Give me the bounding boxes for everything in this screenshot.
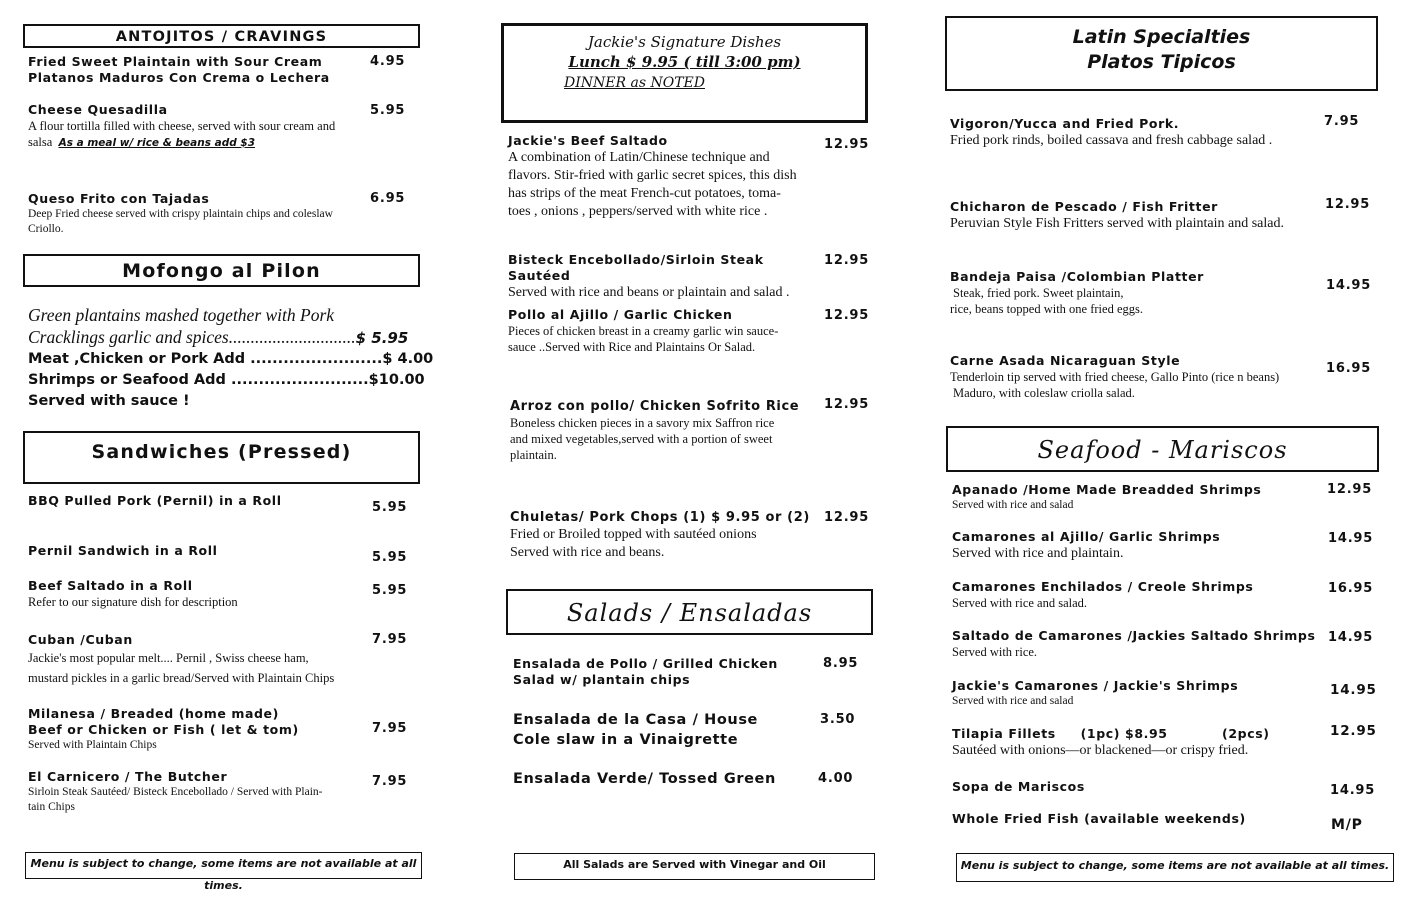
item-price: 12.95 <box>824 510 870 525</box>
mofongo-header-box <box>23 254 420 287</box>
item-price: 16.95 <box>1326 361 1372 376</box>
latin-header-box <box>945 16 1378 91</box>
item-price: 12.95 <box>824 308 870 323</box>
item-price: 3.50 <box>820 712 856 727</box>
sandwiches-title: Sandwiches (Pressed) <box>91 441 352 463</box>
item-price: 7.95 <box>372 721 408 736</box>
latin-subtitle: Platos Tipicos <box>1087 51 1236 73</box>
item-price: 14.95 <box>1330 783 1376 798</box>
item-price: 12.95 <box>1330 723 1377 739</box>
item-price: 8.95 <box>823 656 859 671</box>
menu-item: Bisteck Encebollado/Sirloin Steak Sautéed Served with rice and beans or plaintain and salad . <box>508 252 790 300</box>
item-price: 4.00 <box>818 771 854 786</box>
menu-item: Cheese Quesadilla A flour tortilla filled with cheese, served with sour cream and salsa As a meal w/ rice & beans add $3 <box>28 102 336 149</box>
item-price: 12.95 <box>1325 197 1371 212</box>
mofongo-line: Cracklings garlic and spices............................. <box>28 327 356 347</box>
menu-item: Pollo al Ajillo / Garlic Chicken Pieces of chicken breast in a creamy garlic win sauce- sauce ..Served with Rice and Plaintains Or Salad. <box>508 307 779 354</box>
menu-item: Fried Sweet Plaintain with Sour Cream Platanos Maduros Con Crema o Lechera <box>28 54 330 85</box>
item-price: 6.95 <box>370 191 406 206</box>
mofongo-price: $ 5.95 <box>355 329 409 347</box>
menu-item: Jackie's Beef Saltado A combination of Latin/Chinese technique and flavors. Stir-fried with garlic secret spices, this dish has strips of the meat French-cut potatoes, toma- toes , onions , peppers/served with white rice . <box>508 133 797 219</box>
item-price: 5.95 <box>372 550 408 565</box>
item-price: 16.95 <box>1328 581 1374 596</box>
menu-item: Ensalada de Pollo / Grilled Chicken Salad w/ plantain chips <box>513 656 778 687</box>
menu-item: Camarones al Ajillo/ Garlic Shrimps Served with rice and plaintain. <box>952 529 1221 561</box>
menu-item: Sopa de Mariscos <box>952 779 1085 794</box>
signature-dinner: DINNER as NOTED <box>564 75 705 91</box>
latin-title: Latin Specialties <box>1072 26 1251 48</box>
mofongo-addon: Meat ,Chicken or Pork Add ........................$ 4.00 <box>28 351 434 367</box>
seafood-title: Seafood - Mariscos <box>1037 436 1288 464</box>
menu-item: Whole Fried Fish (available weekends) <box>952 811 1246 826</box>
footer-note: All Salads are Served with Vinegar and Oil <box>563 858 826 871</box>
menu-item: BBQ Pulled Pork (Pernil) in a Roll <box>28 493 282 508</box>
menu-item: Cuban /Cuban Jackie's most popular melt.... Pernil , Swiss cheese ham, mustard pickles in a garlic bread/Served with Plaintain Chips <box>28 632 335 685</box>
mofongo-addon: Shrimps or Seafood Add .........................$10.00 <box>28 372 425 388</box>
signature-lunch: Lunch $ 9.95 ( till 3:00 pm) <box>568 53 801 71</box>
item-price: 12.95 <box>824 137 870 152</box>
menu-item: El Carnicero / The Butcher Sirloin Steak Sautéed/ Bisteck Encebollado / Served with Plain- tain Chips <box>28 769 323 813</box>
menu-item: Apanado /Home Made Breadded Shrimps Served with rice and salad <box>952 482 1262 511</box>
menu-item: Vigoron/Yucca and Fried Pork. Fried pork rinds, boiled cassava and fresh cabbage salad . <box>950 116 1273 148</box>
item-price: 12.95 <box>824 397 870 412</box>
menu-item: Chuletas/ Pork Chops (1) $ 9.95 or (2) Fried or Broiled topped with sautéed onions Served with rice and beans. <box>510 510 810 560</box>
antojitos-title: ANTOJITOS / CRAVINGS <box>115 29 328 45</box>
item-price: 4.95 <box>370 54 406 69</box>
item-price: 7.95 <box>372 632 408 647</box>
item-price: 7.95 <box>372 774 408 789</box>
footer-note: Menu is subject to change, some items are not available at all times. <box>30 857 417 892</box>
menu-item: Ensalada Verde/ Tossed Green <box>513 771 776 787</box>
meal-upgrade-note: As a meal w/ rice & beans add $3 <box>58 137 256 149</box>
item-price: 14.95 <box>1330 682 1377 698</box>
salads-header-box <box>506 589 873 635</box>
menu-item: Jackie's Camarones / Jackie's Shrimps Served with rice and salad <box>952 678 1239 707</box>
salads-title: Salads / Ensaladas <box>566 599 813 627</box>
footer-note-box <box>956 853 1394 882</box>
menu-item: Queso Frito con Tajadas Deep Fried cheese served with crispy plaintain chips and coleslaw Criollo. <box>28 191 333 235</box>
antojitos-header-box <box>23 24 420 48</box>
item-price: 5.95 <box>370 103 406 118</box>
mofongo-line: Green plantains mashed together with Pork <box>28 305 335 325</box>
sandwiches-header-box <box>23 431 420 484</box>
menu-item: Carne Asada Nicaraguan Style Tenderloin tip served with fried cheese, Gallo Pinto (rice n beans) Maduro, with coleslaw criolla salad. <box>950 353 1280 400</box>
menu-item: Saltado de Camarones /Jackies Saltado Shrimps Served with rice. <box>952 628 1316 659</box>
menu-item: Chicharon de Pescado / Fish Fritter Peruvian Style Fish Fritters served with plaintain and salad. <box>950 199 1285 231</box>
menu-item: Pernil Sandwich in a Roll <box>28 543 218 558</box>
item-price: 12.95 <box>1327 482 1373 497</box>
footer-note-box <box>514 853 875 880</box>
footer-note-box <box>25 852 422 892</box>
item-price: 5.95 <box>372 500 408 515</box>
item-price: 14.95 <box>1328 630 1374 645</box>
item-price: 14.95 <box>1328 531 1374 546</box>
menu-item: Bandeja Paisa /Colombian Platter Steak, fried pork. Sweet plaintain, rice, beans topped with one fried eggs. <box>950 269 1204 316</box>
mofongo-section <box>28 304 434 412</box>
signature-header-box <box>501 23 868 123</box>
menu-item: Beef Saltado in a Roll Refer to our signature dish for description <box>28 578 238 609</box>
menu-item: Tilapia Fillets (1pc) $8.95 (2pcs) Sautéed with onions—or blackened—or crispy fried. <box>952 726 1270 758</box>
signature-title: Jackie's Signature Dishes <box>587 33 782 51</box>
item-price: 14.95 <box>1326 278 1372 293</box>
seafood-header-box <box>946 426 1379 472</box>
menu-item: Camarones Enchilados / Creole Shrimps Served with rice and salad. <box>952 579 1254 610</box>
menu-item: Ensalada de la Casa / House Cole slaw in a Vinaigrette <box>513 712 758 748</box>
menu-item: Milanesa / Breaded (home made) Beef or Chicken or Fish ( let & tom) Served with Plaintain Chips <box>28 706 299 751</box>
item-price: 12.95 <box>824 253 870 268</box>
mofongo-note: Served with sauce ! <box>28 393 190 409</box>
item-price: M/P <box>1331 817 1363 833</box>
item-price: 7.95 <box>1324 114 1360 129</box>
menu-item: Arroz con pollo/ Chicken Sofrito Rice Boneless chicken pieces in a savory mix Saffron rice and mixed vegetables,served with a portion of sweet plaintain. <box>510 399 800 462</box>
item-price: 5.95 <box>372 583 408 598</box>
mofongo-title: Mofongo al Pilon <box>122 260 321 282</box>
footer-note: Menu is subject to change, some items are not available at all times. <box>960 859 1390 872</box>
